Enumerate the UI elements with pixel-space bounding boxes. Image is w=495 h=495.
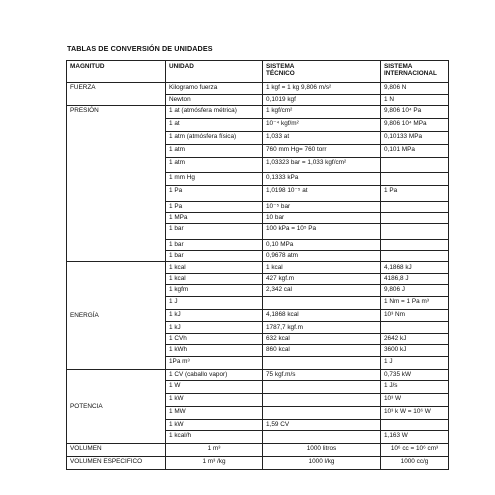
sistema-internacional-cell <box>381 157 449 172</box>
energia-magnitud: ENERGÍA <box>67 262 166 369</box>
sistema-internacional-cell: 1 Nm = 1 Pa m³ <box>381 296 449 309</box>
sistema-internacional-cell: 9,806 N <box>381 83 449 94</box>
sistema-tecnico-cell: 4,1868 kcal <box>263 309 381 322</box>
table-row <box>67 105 449 118</box>
presion-magnitud: PRESIÓN <box>67 105 166 261</box>
table-row <box>67 444 449 457</box>
sistema-internacional-cell: 0,735 kW <box>381 369 449 380</box>
unidad-cell: 1 CVh <box>166 333 263 344</box>
sistema-internacional-cell: 1 N <box>381 94 449 105</box>
sistema-internacional-cell <box>381 212 449 223</box>
sistema-tecnico-cell: 1000 litros <box>263 444 381 457</box>
sistema-internacional-cell: 10⁶ cc = 10⁶ cm³ <box>381 444 449 457</box>
unidad-cell: 1 mm Hg <box>166 173 263 186</box>
table-row <box>67 369 449 380</box>
unidad-cell: 1 MW <box>166 406 263 419</box>
unidad-cell: 1 MPa <box>166 212 263 223</box>
unidad-cell: 1 atm <box>166 157 263 172</box>
sistema-internacional-cell: 4,1868 kJ <box>381 262 449 273</box>
sistema-tecnico-cell <box>263 296 381 309</box>
header-row <box>67 61 449 83</box>
sistema-internacional-cell: 9,806 10⁴ Pa <box>381 105 449 118</box>
sistema-tecnico-cell: 75 kgf.m/s <box>263 369 381 380</box>
sistema-tecnico-cell: 1,0198 10⁻⁵ at <box>263 186 381 201</box>
unidad-cell: 1 Pa <box>166 186 263 201</box>
unidad-cell: 1 atm (atmósfera física) <box>166 131 263 144</box>
unidad-cell: 1 kW <box>166 393 263 406</box>
sistema-internacional-cell: 10³ k W = 10⁶ W <box>381 406 449 419</box>
sistema-tecnico-cell: 1,03323 bar = 1,033 kgf/cm² <box>263 157 381 172</box>
sistema-tecnico-cell: 0,10 MPa <box>263 239 381 250</box>
sistema-tecnico-cell: 760 mm Hg= 760 torr <box>263 144 381 157</box>
sistema-tecnico-cell: 0,1019 kgf <box>263 94 381 105</box>
sistema-tecnico-cell: 860 kcal <box>263 345 381 356</box>
sistema-internacional-cell: 4186,8 J <box>381 273 449 284</box>
sistema-tecnico-cell: 1000 l/kg <box>263 457 381 470</box>
sistema-internacional-cell <box>381 251 449 262</box>
sistema-internacional-cell: 0,10133 MPa <box>381 131 449 144</box>
unidad-cell: 1 m³ <box>166 444 263 457</box>
sistema-internacional-cell: 3600 kJ <box>381 345 449 356</box>
table-row <box>67 457 449 470</box>
table-row <box>67 83 449 94</box>
sistema-tecnico-cell: 0,1333 kPa <box>263 173 381 186</box>
sistema-internacional-cell: 9,806 10⁴ MPa <box>381 118 449 131</box>
unidad-cell: 1Pa m³ <box>166 356 263 369</box>
unidad-cell: 1 m³ /kg <box>166 457 263 470</box>
potencia-magnitud: POTENCIA <box>67 369 166 444</box>
sistema-tecnico-cell: 10⁻⁵ bar <box>263 201 381 212</box>
sistema-internacional-cell: 1 J/s <box>381 380 449 393</box>
unidad-cell: 1 kcal/h <box>166 431 263 444</box>
unidad-cell: 1 bar <box>166 251 263 262</box>
sistema-tecnico-cell: 1 kgf/cm² <box>263 105 381 118</box>
sistema-tecnico-cell: 1,033 at <box>263 131 381 144</box>
sistema-internacional-cell: 1 J <box>381 356 449 369</box>
fuerza-magnitud: FUERZA <box>67 83 166 106</box>
volumen-magnitud: VOLUMEN <box>67 444 166 457</box>
sistema-tecnico-cell <box>263 406 381 419</box>
sistema-tecnico-cell: 1 kgf = 1 kg 9,806 m/s² <box>263 83 381 94</box>
unidad-cell: Newton <box>166 94 263 105</box>
sistema-internacional-cell: 10³ Nm <box>381 309 449 322</box>
sistema-tecnico-cell: 100 kPa = 10⁵ Pa <box>263 224 381 239</box>
sistema-internacional-cell: 1,163 W <box>381 431 449 444</box>
unidad-cell: 1 atm <box>166 144 263 157</box>
sistema-tecnico-cell <box>263 356 381 369</box>
unidad-cell: 1 bar <box>166 224 263 239</box>
unidad-cell: 1 kJ <box>166 322 263 333</box>
table-row <box>67 262 449 273</box>
sistema-tecnico-cell: 632 kcal <box>263 333 381 344</box>
sistema-internacional-cell <box>381 224 449 239</box>
unidad-cell: 1 kgfm <box>166 285 263 296</box>
unidad-cell: 1 bar <box>166 239 263 250</box>
header-magnitud: MAGNITUD <box>67 61 166 83</box>
unidad-cell: 1 kJ <box>166 309 263 322</box>
sistema-internacional-cell <box>381 322 449 333</box>
table-body <box>67 83 449 470</box>
sistema-internacional-cell: 1 Pa <box>381 186 449 201</box>
sistema-internacional-cell: 1000 cc/g <box>381 457 449 470</box>
sistema-internacional-cell <box>381 419 449 430</box>
sistema-tecnico-cell <box>263 431 381 444</box>
unidad-cell: 1 kcal <box>166 262 263 273</box>
unidad-cell: 1 J <box>166 296 263 309</box>
unidad-cell: 1 kcal <box>166 273 263 284</box>
header-sistema-tecnico <box>263 61 381 83</box>
page-title: TABLAS DE CONVERSIÓN DE UNIDADES <box>67 44 213 53</box>
header-sistema-internacional-label: SISTEMA INTERNACIONAL <box>384 63 437 77</box>
unidad-cell: 1 kWh <box>166 345 263 356</box>
sistema-tecnico-cell <box>263 393 381 406</box>
sistema-tecnico-cell: 2,342 cal <box>263 285 381 296</box>
sistema-internacional-cell: 10³ W <box>381 393 449 406</box>
sistema-internacional-cell: 0,101 MPa <box>381 144 449 157</box>
unidad-cell: Kilogramo fuerza <box>166 83 263 94</box>
unidad-cell: 1 at (atmósfera métrica) <box>166 105 263 118</box>
sistema-tecnico-cell: 1,59 CV <box>263 419 381 430</box>
sistema-tecnico-cell <box>263 380 381 393</box>
header-unidad: UNIDAD <box>166 61 263 83</box>
sistema-internacional-cell: 2642 kJ <box>381 333 449 344</box>
sistema-internacional-cell <box>381 239 449 250</box>
sistema-tecnico-cell: 1 kcal <box>263 262 381 273</box>
sistema-tecnico-cell: 10 bar <box>263 212 381 223</box>
sistema-internacional-cell <box>381 173 449 186</box>
conversion-table <box>66 60 449 470</box>
header-sistema-internacional <box>381 61 449 83</box>
sistema-internacional-cell <box>381 201 449 212</box>
volumen_especifico-magnitud: VOLUMEN ESPECIFICO <box>67 457 166 470</box>
sistema-tecnico-cell: 10⁻⁴ kgf/m² <box>263 118 381 131</box>
sistema-tecnico-cell: 1787,7 kgf.m <box>263 322 381 333</box>
unidad-cell: 1 at <box>166 118 263 131</box>
header-sistema-tecnico-label: SISTEMA TÉCNICO <box>266 63 295 77</box>
unidad-cell: 1 W <box>166 380 263 393</box>
unidad-cell: 1 Pa <box>166 201 263 212</box>
unidad-cell: 1 CV (caballo vapor) <box>166 369 263 380</box>
sistema-tecnico-cell: 0,9678 atm <box>263 251 381 262</box>
sistema-internacional-cell: 9,806 J <box>381 285 449 296</box>
sistema-tecnico-cell: 427 kgf.m <box>263 273 381 284</box>
unidad-cell: 1 kW <box>166 419 263 430</box>
